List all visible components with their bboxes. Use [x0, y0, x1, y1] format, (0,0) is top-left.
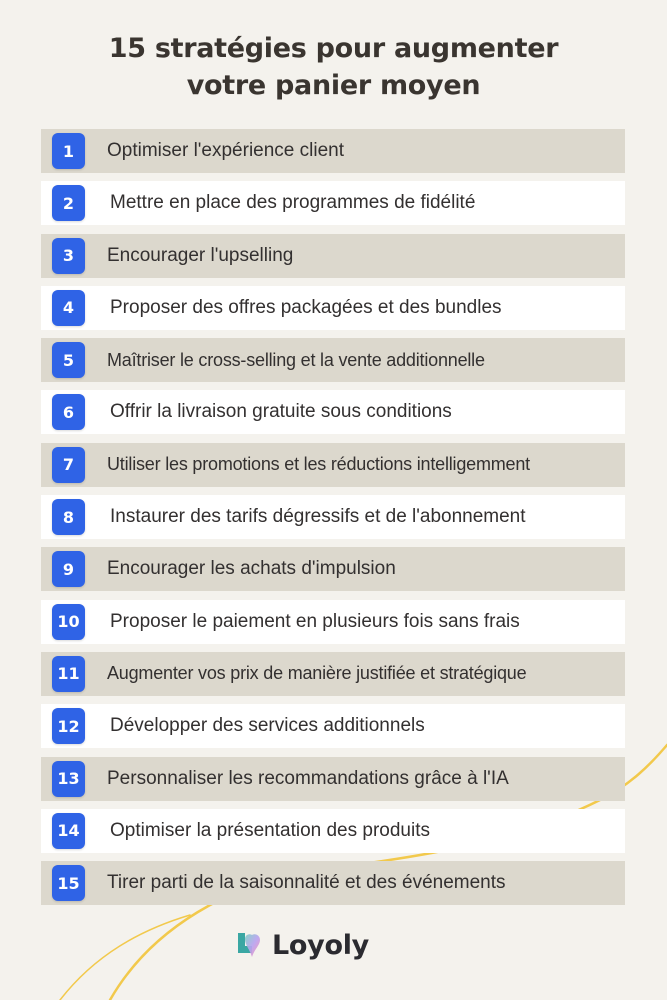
strategy-number-badge: 11	[52, 656, 85, 692]
strategy-number-badge: 3	[52, 238, 85, 274]
strategy-item-5	[41, 338, 625, 382]
strategy-label: Encourager les achats d'impulsion	[107, 558, 396, 580]
strategy-label: Tirer parti de la saisonnalité et des événements	[107, 872, 506, 894]
strategy-label: Maîtriser le cross-selling et la vente additionnelle	[107, 349, 485, 370]
strategy-label: Utiliser les promotions et les réductions intelligemment	[107, 454, 530, 475]
strategy-label: Personnaliser les recommandations grâce à l'IA	[107, 767, 509, 789]
strategy-item-14	[41, 809, 625, 853]
strategy-item-10	[41, 600, 625, 644]
page-title	[0, 30, 667, 104]
strategy-item-6	[41, 390, 625, 434]
strategy-label: Augmenter vos prix de manière justifiée et stratégique	[107, 663, 527, 684]
strategy-number-badge: 7	[52, 447, 85, 483]
strategy-label: Encourager l'upselling	[107, 244, 294, 266]
strategy-number-badge: 6	[52, 394, 85, 430]
strategy-label: Optimiser la présentation des produits	[110, 819, 430, 841]
strategy-label: Optimiser l'expérience client	[107, 140, 344, 161]
strategy-number-badge: 9	[52, 551, 85, 587]
strategy-number-badge: 4	[52, 290, 85, 326]
strategy-number-badge: 13	[52, 761, 85, 797]
strategy-label: Proposer le paiement en plusieurs fois sans frais	[110, 610, 520, 632]
strategy-item-3	[41, 234, 625, 278]
page-title-line-2: votre panier moyen	[186, 70, 481, 101]
strategy-number-badge: 12	[52, 708, 85, 744]
strategy-item-2	[41, 181, 625, 225]
strategy-item-12	[41, 704, 625, 748]
strategy-label: Mettre en place des programmes de fidélité	[110, 192, 476, 214]
strategy-item-1	[41, 129, 625, 173]
strategy-item-8	[41, 495, 625, 539]
strategy-label: Proposer des offres packagées et des bundles	[110, 296, 502, 318]
brand-name: Loyoly	[272, 929, 369, 961]
brand-logo	[232, 924, 369, 966]
strategy-number-badge: 2	[52, 185, 85, 221]
loyoly-logo-icon	[232, 929, 264, 961]
strategy-item-11	[41, 652, 625, 696]
strategy-number-badge: 5	[52, 342, 85, 378]
strategy-item-13	[41, 757, 625, 801]
strategy-label: Offrir la livraison gratuite sous conditions	[110, 401, 452, 423]
strategy-item-9	[41, 547, 625, 591]
strategy-list	[41, 129, 625, 913]
strategy-number-badge: 8	[52, 499, 85, 535]
strategy-number-badge: 10	[52, 604, 85, 640]
strategy-number-badge: 1	[52, 133, 85, 169]
strategy-number-badge: 14	[52, 813, 85, 849]
strategy-item-15	[41, 861, 625, 905]
strategy-number-badge: 15	[52, 865, 85, 901]
strategy-label: Développer des services additionnels	[110, 715, 425, 737]
strategy-label: Instaurer des tarifs dégressifs et de l'abonnement	[110, 506, 526, 528]
strategy-item-7	[41, 443, 625, 487]
strategy-item-4	[41, 286, 625, 330]
page-title-line-1: 15 stratégies pour augmenter	[108, 33, 559, 64]
